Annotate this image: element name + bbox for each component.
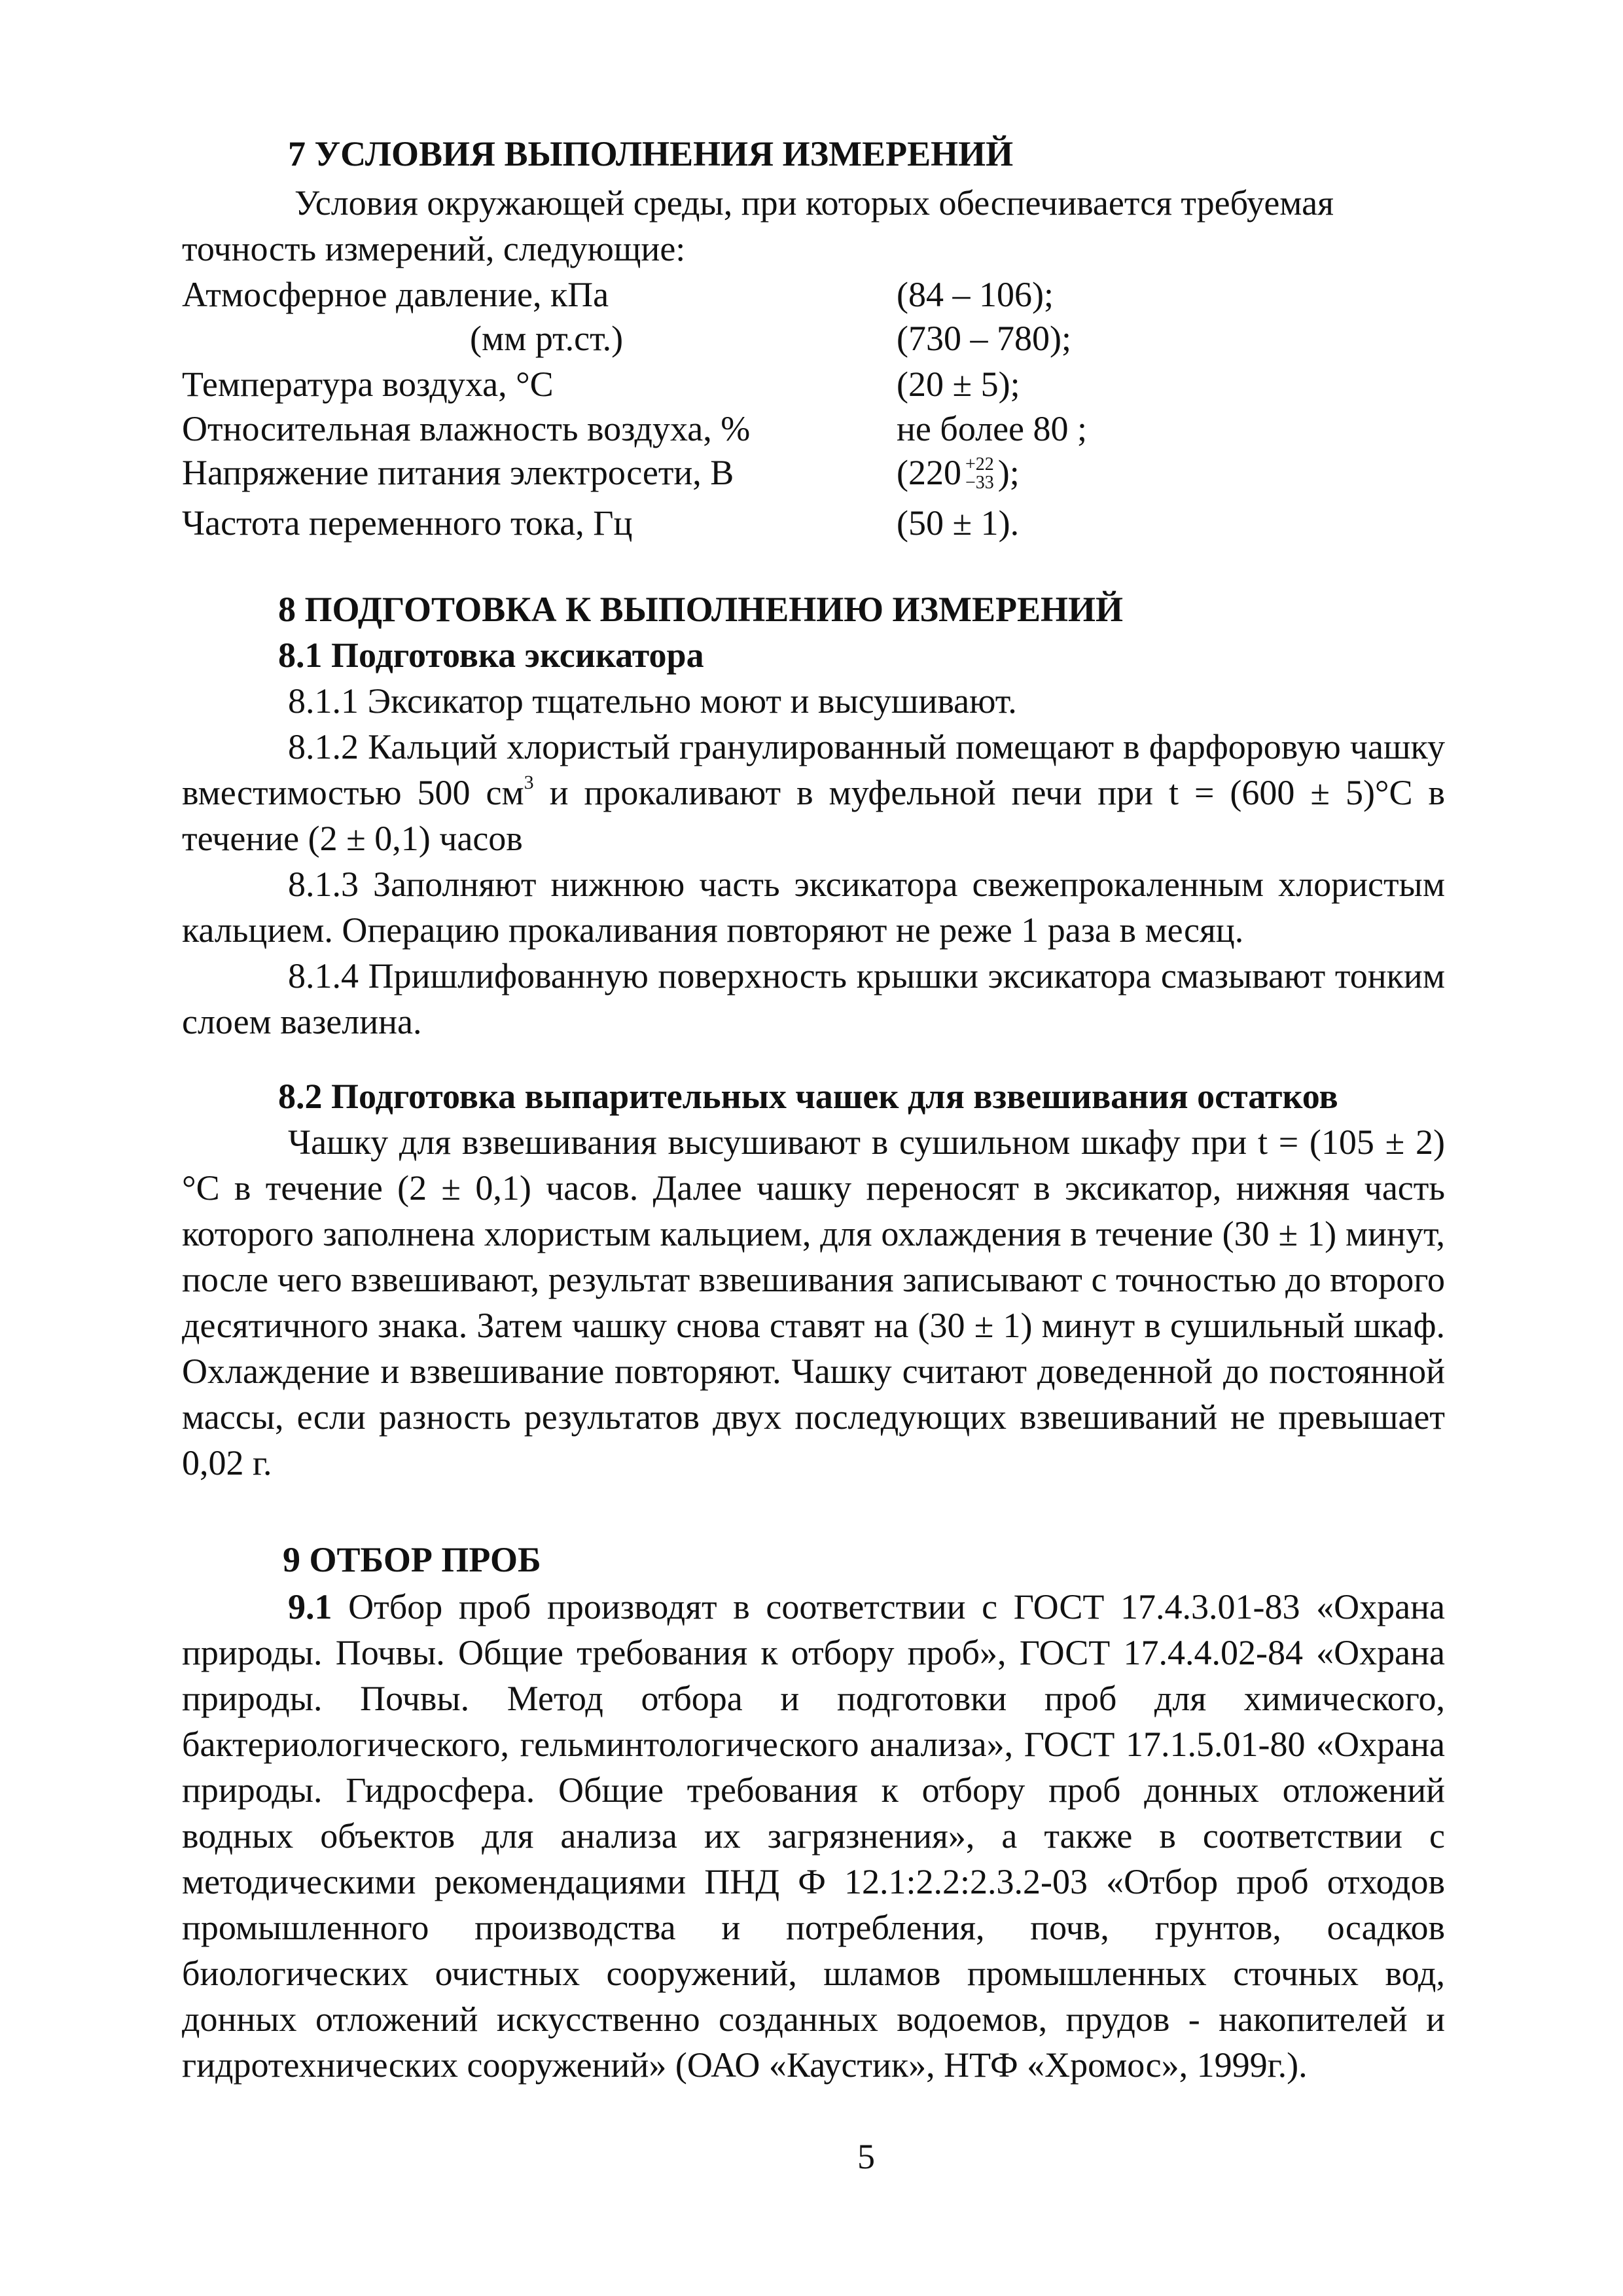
condition-value: (50 ± 1). bbox=[897, 503, 1020, 543]
section-8-1-body bbox=[182, 678, 1445, 1045]
voltage-suffix: ); bbox=[997, 453, 1020, 492]
condition-label: Напряжение питания электросети, В bbox=[182, 453, 734, 492]
condition-label: Температура воздуха, °С bbox=[182, 365, 554, 404]
paragraph-8-1-4: 8.1.4 Пришлифованную поверхность крышки эксикатора смазывают тонким слоем вазелина. bbox=[182, 956, 1445, 1041]
condition-label: Относительная влажность воздуха, % bbox=[182, 409, 751, 448]
paragraph-number: 9.1 bbox=[288, 1587, 332, 1626]
condition-label: Атмосферное давление, кПа bbox=[182, 275, 609, 314]
paragraph-8-1-1: 8.1.1 Эксикатор тщательно моют и высушивают. bbox=[288, 681, 1017, 721]
paragraph-text: и прокаливают в муфельной печи при t = (600 ± 5)°С в течение (2 ± 0,1) часов bbox=[182, 773, 1446, 858]
condition-value: (20 ± 5); bbox=[897, 365, 1020, 404]
section-7-heading: 7 УСЛОВИЯ ВЫПОЛНЕНИЯ ИЗМЕРЕНИЙ bbox=[288, 134, 1014, 173]
condition-label: (мм рт.ст.) bbox=[470, 319, 624, 358]
voltage-tolerance bbox=[965, 456, 994, 492]
voltage-nominal: (220 bbox=[897, 453, 961, 492]
paragraph-8-1-2 bbox=[182, 724, 1445, 861]
condition-value bbox=[897, 450, 1020, 495]
section-8-2-heading: 8.2 Подготовка выпарительных чашек для взвешивания остатков bbox=[278, 1077, 1338, 1116]
section-8-2-body bbox=[182, 1119, 1445, 1486]
section-7-intro-line1: Условия окружающей среды, при которых обеспечивается требуемая bbox=[294, 183, 1334, 223]
tolerance-lower: −33 bbox=[965, 473, 994, 493]
section-9-body bbox=[182, 1584, 1445, 2088]
section-8-1-heading: 8.1 Подготовка эксикатора bbox=[278, 636, 704, 675]
paragraph-8-1-3: 8.1.3 Заполняют нижнюю часть эксикатора свежепрокаленным хлористым кальцием. Операцию прокаливания повторяют не реже 1 раза в месяц. bbox=[182, 865, 1445, 950]
superscript: 3 bbox=[524, 772, 534, 793]
section-8-heading: 8 ПОДГОТОВКА К ВЫПОЛНЕНИЮ ИЗМЕРЕНИЙ bbox=[278, 590, 1124, 629]
condition-label: Частота переменного тока, Гц bbox=[182, 503, 633, 543]
tolerance-upper: +22 bbox=[965, 454, 994, 475]
paragraph-9-1 bbox=[182, 1584, 1445, 2088]
condition-value: не более 80 ; bbox=[897, 409, 1088, 448]
paragraph-text: 8.1.2 Кальций хлористый гранулированный помещают в фарфоровую чашку вместимостью 500 см bbox=[182, 727, 1445, 812]
condition-value: (84 – 106); bbox=[897, 275, 1054, 314]
section-9-heading: 9 ОТБОР ПРОБ bbox=[283, 1540, 541, 1579]
paragraph-8-2: Чашку для взвешивания высушивают в сушильном шкафу при t = (105 ± 2)°С в течение (2 ± 0,1) часов. Далее чашку переносят в эксикатор, нижняя часть которого заполнена хлористым кальцием, для охлаждения в течение (30 ± 1) минут, после чего взвешивают, результат взвешивания записывают с точностью до второго десятичного знака. Затем чашку снова ставят на (30 ± 1) минут в сушильный шкаф. Охлаждение и взвешивание повторяют. Чашку считают доведенной до постоянной массы, если разность результатов двух последующих взвешиваний не превышает 0,02 г. bbox=[182, 1122, 1445, 1482]
condition-value: (730 – 780); bbox=[897, 319, 1071, 358]
page-number: 5 bbox=[857, 2137, 875, 2176]
section-7-intro-line2: точность измерений, следующие: bbox=[182, 229, 686, 268]
paragraph-text: Отбор проб производят в соответствии с ГОСТ 17.4.3.01-83 «Охрана природы. Почвы. Общие требования к отбору проб», ГОСТ 17.4.4.02-84 «Охрана природы. Почвы. Метод отбора и подготовки проб для химического, бактериологического, гельминтологического анализа», ГОСТ 17.1.5.01-80 «Охрана природы. Гидросфера. Общие требования к отбору проб донных отложений водных объектов для анализа их загрязнения», а также в соответствии с методическими рекомендациями ПНД Ф 12.1:2.2:2.3.2-03 «Отбор проб отходов промышленного производства и потребления, почв, грунтов, осадков биологических очистных сооружений, шламов промышленных сточных вод, донных отложений искусственно созданных водоемов, прудов - накопителей и гидротехнических сооружений» (ОАО «Каустик», НТФ «Хромос», 1999г.). bbox=[182, 1587, 1445, 2085]
